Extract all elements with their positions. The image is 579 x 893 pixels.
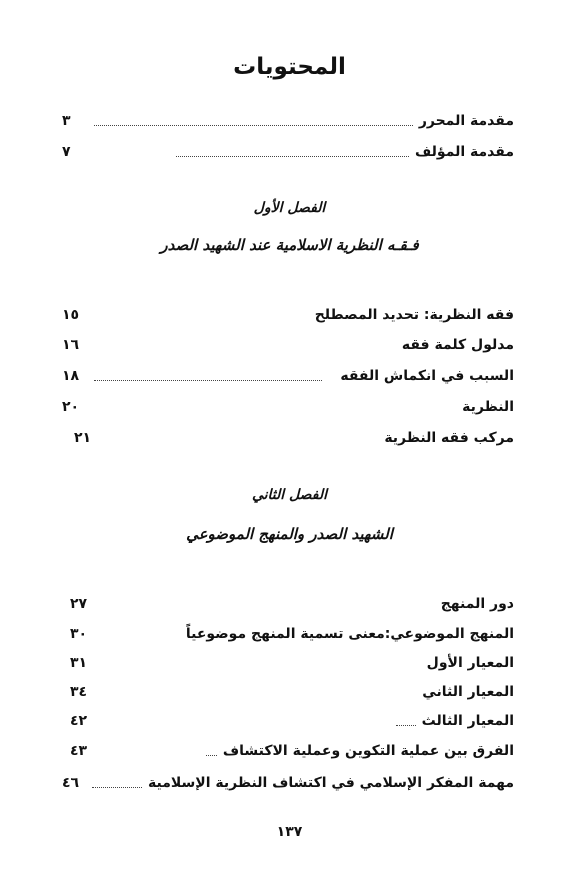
toc-entry-label: المعيار الأول bbox=[426, 655, 514, 671]
toc-entry-page: ١٦ bbox=[62, 337, 80, 353]
toc-entry-page: ٤٦ bbox=[62, 775, 80, 791]
toc-entry-label: مدلول كلمة فقه bbox=[401, 337, 514, 353]
toc-entry-label: المعيار الثالث bbox=[421, 713, 514, 729]
toc-entry-label: دور المنهج bbox=[440, 596, 514, 612]
toc-entry bbox=[62, 303, 514, 327]
toc-entry-page: ٤٣ bbox=[70, 743, 88, 759]
toc-entry-label: المنهج الموضوعي:معنى تسمية المنهج موضوعياً bbox=[185, 626, 514, 642]
dot-leader bbox=[206, 755, 217, 756]
toc-entry bbox=[62, 771, 514, 795]
toc-entry-label: المعيار الثاني bbox=[422, 684, 514, 700]
toc-entry bbox=[62, 109, 514, 133]
toc-entry-page: ٣١ bbox=[70, 655, 88, 671]
toc-entry-page: ٣ bbox=[62, 113, 71, 129]
toc-entry-label: السبب في انكماش الفقه bbox=[340, 368, 514, 384]
page-number: ١٣٧ bbox=[276, 824, 303, 840]
toc-entry-label: مقدمة المؤلف bbox=[414, 144, 514, 160]
toc-entry bbox=[62, 426, 514, 450]
dot-leader bbox=[92, 787, 142, 788]
toc-entry-page: ٤٢ bbox=[70, 713, 88, 729]
toc-entry bbox=[62, 364, 514, 388]
toc-entry bbox=[62, 592, 514, 616]
toc-entry-page: ٢١ bbox=[74, 430, 92, 446]
toc-entry-label: فقه النظرية: تحديد المصطلح bbox=[314, 307, 514, 323]
toc-entry bbox=[62, 622, 514, 646]
chapter-heading: الفصل الثاني bbox=[251, 487, 328, 503]
toc-entry bbox=[62, 739, 514, 763]
chapter-heading: الفصل الأول bbox=[253, 200, 326, 216]
dot-leader bbox=[176, 156, 409, 157]
toc-entry-page: ١٥ bbox=[62, 307, 80, 323]
toc-entry bbox=[62, 333, 514, 357]
toc-entry bbox=[62, 140, 514, 164]
toc-entry bbox=[62, 651, 514, 675]
dot-leader bbox=[396, 725, 416, 726]
toc-entry-page: ٧ bbox=[62, 144, 71, 160]
dot-leader bbox=[94, 380, 322, 381]
toc-entry-label: مقدمة المحرر bbox=[418, 113, 514, 129]
toc-entry-label: الفرق بين عملية التكوين وعملية الاكتشاف bbox=[222, 743, 514, 759]
page-title: المحتويات bbox=[233, 54, 346, 80]
toc-entry-page: ٢٧ bbox=[70, 596, 88, 612]
dot-leader bbox=[94, 125, 413, 126]
toc-entry-page: ٣٠ bbox=[70, 626, 88, 642]
toc-entry-label: مركب فقه النظرية bbox=[384, 430, 514, 446]
chapter-subtitle: الشهيد الصدر والمنهج الموضوعي bbox=[186, 525, 393, 543]
toc-entry-page: ١٨ bbox=[62, 368, 80, 384]
chapter-subtitle: فـقـه النظرية الاسلامية عند الشهيد الصدر bbox=[160, 236, 419, 254]
toc-entry-label: مهمة المفكر الإسلامي في اكتشاف النظرية الإسلامية bbox=[148, 775, 514, 791]
toc-entry-label: النظرية bbox=[462, 399, 514, 415]
toc-entry bbox=[62, 680, 514, 704]
toc-entry-page: ٣٤ bbox=[70, 684, 88, 700]
toc-entry bbox=[62, 395, 514, 419]
toc-entry bbox=[62, 709, 514, 733]
toc-entry-page: ٢٠ bbox=[62, 399, 80, 415]
